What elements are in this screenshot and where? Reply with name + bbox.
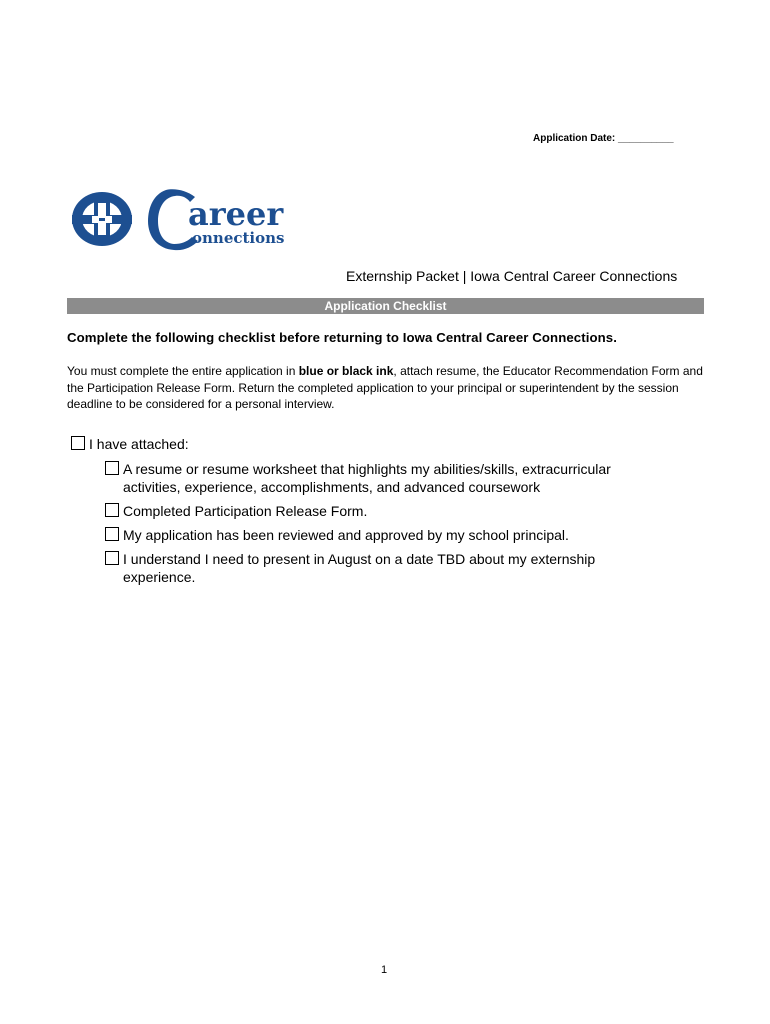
instructions-text-1: You must complete the entire application in [67, 364, 299, 378]
checkbox-principal-approval[interactable] [105, 527, 119, 541]
packet-title: Externship Packet | Iowa Central Career Connections [346, 268, 678, 284]
checkbox-release-form[interactable] [105, 503, 119, 517]
checklist-item-resume-line-2: activities, experience, accomplishments, and advanced coursework [123, 479, 541, 495]
checkbox-resume[interactable] [105, 461, 119, 475]
checklist-main-label: I have attached: [89, 436, 189, 452]
checklist-item-resume [105, 460, 705, 496]
section-header-application-checklist: Application Checklist [67, 298, 704, 314]
checklist-item-resume-line-1: A resume or resume worksheet that highlights my abilities/skills, extracurricular [123, 461, 611, 477]
instructions-bold-ink: blue or black ink [298, 364, 394, 378]
iowa-central-emblem [72, 192, 132, 246]
checklist-main-item [71, 435, 189, 453]
instructions-text-2: , attach resume, the Educator Recommendation Form and the Participation Release Form. Return the completed application to your principal or superintendent by the session deadline to be considered for a personal interview. [67, 364, 703, 411]
checklist-item-release-form-label: Completed Participation Release Form. [123, 503, 368, 519]
logo-word-career: areer [188, 195, 284, 233]
logo-word-connections: onnections [192, 229, 285, 247]
instructions-paragraph [67, 363, 707, 413]
checklist-item-release-form [105, 502, 367, 520]
career-connections-logo [70, 185, 335, 255]
checklist-item-presentation-line-1: I understand I need to present in August on a date TBD about my externship [123, 551, 596, 567]
page-number: 1 [381, 964, 388, 976]
checklist-item-presentation-line-2: experience. [123, 569, 196, 585]
checklist-item-presentation [105, 550, 705, 586]
checkbox-attached[interactable] [71, 436, 85, 450]
checklist-item-principal-approval-label: My application has been reviewed and approved by my school principal. [123, 527, 569, 543]
application-date-field: Application Date: __________ [533, 133, 674, 144]
checklist-heading: Complete the following checklist before returning to Iowa Central Career Connections. [67, 330, 617, 345]
checkbox-presentation[interactable] [105, 551, 119, 565]
checklist-item-principal-approval [105, 526, 569, 544]
